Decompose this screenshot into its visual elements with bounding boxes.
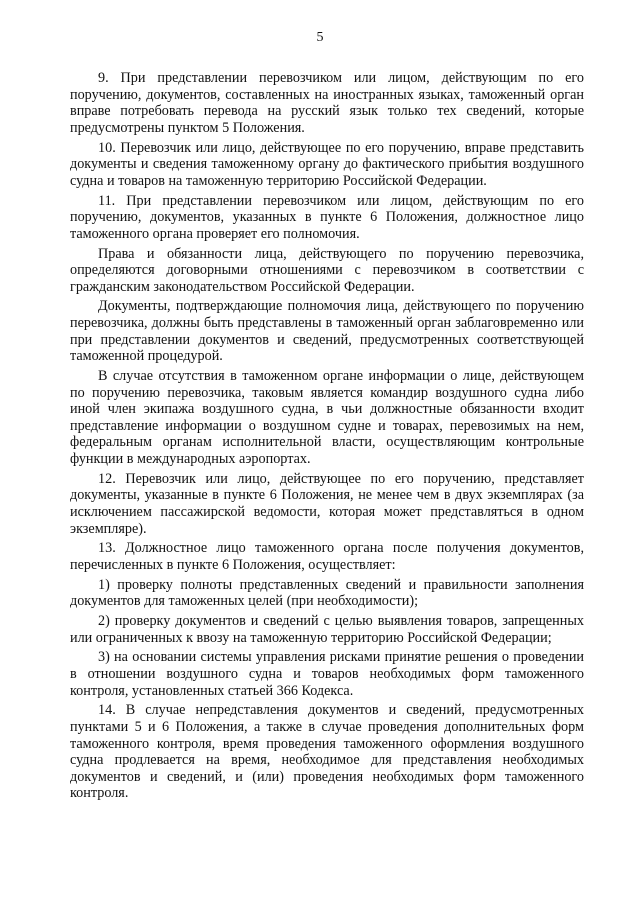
- paragraph-13: 13. Должностное лицо таможенного органа после получения документов, перечисленных в пункте 6 Положения, осуществляет:: [70, 540, 584, 573]
- paragraph-10: 10. Перевозчик или лицо, действующее по его поручению, вправе представить документы и сведения таможенному органу до фактического прибытия воздушного судна и товаров на таможенную территорию Российской Федерации.: [70, 139, 584, 189]
- paragraph-absence-of-information: В случае отсутствия в таможенном органе информации о лице, действующем по поручению перевозчика, таковым является командир воздушного судна либо иной член экипажа воздушного судна, в чьи должностные обязанности входит представление информации о воздушном судне и товарах, перевозимых на нем, федеральным органам исполнительной власти, осуществляющим контрольные функции в международных аэропортах.: [70, 368, 584, 467]
- paragraph-rights-obligations: Права и обязанности лица, действующего по поручению перевозчика, определяются договорными отношениями с перевозчиком в соответствии с гражданским законодательством Российской Федерации.: [70, 245, 584, 295]
- paragraph-authority-documents: Документы, подтверждающие полномочия лица, действующего по поручению перевозчика, должны быть представлены в таможенный орган заблаговременно или при представлении документов и сведений, предусмотренных соответствующей таможенной процедурой.: [70, 298, 584, 365]
- paragraph-13-item-2: 2) проверку документов и сведений с целью выявления товаров, запрещенных или ограниченных к ввозу на таможенную территорию Российской Федерации;: [70, 613, 584, 646]
- paragraph-13-item-1: 1) проверку полноты представленных сведений и правильности заполнения документов для таможенных целей (при необходимости);: [70, 576, 584, 610]
- document-body: [70, 70, 584, 805]
- paragraph-14: 14. В случае непредставления документов и сведений, предусмотренных пунктами 5 и 6 Положения, а также в случае проведения дополнительных форм таможенного контроля, время проведения таможенного оформления воздушного судна продлевается на время, необходимое для представления необходимых документов и сведений, и (или) проведения необходимых форм таможенного контроля.: [70, 702, 584, 802]
- page-number: 5: [316, 30, 324, 45]
- paragraph-11: 11. При представлении перевозчиком или лицом, действующим по его поручению, документов, указанных в пункте 6 Положения, должностное лицо таможенного органа проверяет его полномочия.: [70, 192, 584, 242]
- paragraph-12: 12. Перевозчик или лицо, действующее по его поручению, представляет документы, указанные в пункте 6 Положения, не менее чем в двух экземплярах (за исключением пассажирской ведомости, которая может представляться в одном экземпляре).: [70, 470, 584, 537]
- paragraph-9: 9. При представлении перевозчиком или лицом, действующим по его поручению, документов, составленных на иностранных языках, таможенный орган вправе потребовать перевода на русский язык только тех сведений, которые предусмотрены пунктом 5 Положения.: [70, 70, 584, 136]
- paragraph-13-item-3: 3) на основании системы управления рисками принятие решения о проведении в отношении воздушного судна и товаров необходимых форм таможенного контроля, установленных статьей 366 Кодекса.: [70, 649, 584, 699]
